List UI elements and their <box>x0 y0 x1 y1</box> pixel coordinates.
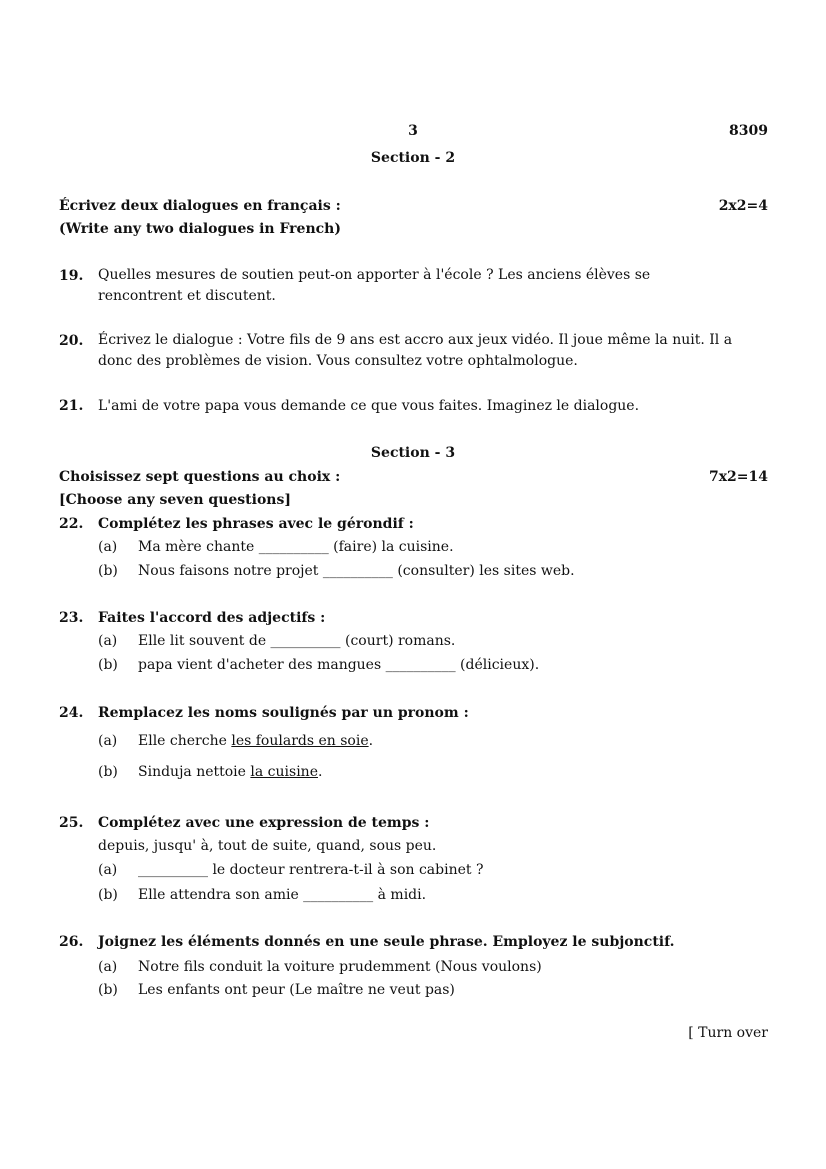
question-text: Écrivez le dialogue : Votre fils de 9 ans est accro aux jeux vidéo. Il joue même la nuit. Il a donc des problèmes de vision. Vous consultez votre ophtalmologue. <box>98 332 733 369</box>
question-title: Remplacez les noms soulignés par un pronom : <box>98 705 469 721</box>
sub-text: __________ le docteur rentrera-t-il à son cabinet ? <box>138 862 484 878</box>
sub-label: (a) <box>98 633 118 649</box>
sub-text <box>138 764 322 780</box>
sub-text-before: Elle cherche <box>138 733 227 749</box>
question-number: 26. <box>59 934 84 950</box>
sub-text: Ma mère chante __________ (faire) la cuisine. <box>138 539 454 555</box>
page-number: 3 <box>408 123 418 139</box>
sub-text: papa vient d'acheter des mangues __________ (délicieux). <box>138 657 540 673</box>
sub-label: (a) <box>98 862 118 878</box>
question-title: Joignez les éléments donnés en une seule phrase. Employez le subjonctif. <box>98 934 675 950</box>
turn-over: [ Turn over <box>688 1025 768 1041</box>
sub-label: (b) <box>98 563 118 579</box>
sub-text-after: . <box>368 733 374 749</box>
sub-label: (a) <box>98 733 118 749</box>
sub-label: (b) <box>98 982 118 998</box>
sub-text: Elle attendra son amie __________ à midi. <box>138 887 427 903</box>
section-3-instruction-fr: Choisissez sept questions au choix : <box>59 469 341 485</box>
sub-label: (b) <box>98 657 118 673</box>
sub-label: (a) <box>98 959 118 975</box>
question-text: Quelles mesures de soutien peut-on apporter à l'école ? Les anciens élèves se rencontrent et discutent. <box>98 267 651 304</box>
sub-text: Nous faisons notre projet __________ (consulter) les sites web. <box>138 563 575 579</box>
question-title: Faites l'accord des adjectifs : <box>98 610 326 626</box>
expression-options: depuis, jusqu' à, tout de suite, quand, sous peu. <box>98 838 437 854</box>
sub-text: Les enfants ont peur (Le maître ne veut pas) <box>138 982 455 998</box>
paper-code: 8309 <box>729 123 768 139</box>
sub-text: Elle lit souvent de __________ (court) romans. <box>138 633 456 649</box>
question-number: 19. <box>59 268 84 284</box>
underlined-noun: la cuisine <box>250 764 318 780</box>
section-2-title: Section - 2 <box>370 150 456 166</box>
sub-label: (b) <box>98 887 118 903</box>
section-3-instruction-en: [Choose any seven questions] <box>59 492 291 508</box>
sub-text <box>138 733 373 749</box>
question-text: L'ami de votre papa vous demande ce que vous faites. Imaginez le dialogue. <box>98 398 640 414</box>
section-2-instruction-fr: Écrivez deux dialogues en français : <box>59 198 341 214</box>
section-3-title: Section - 3 <box>370 445 456 461</box>
sub-label: (b) <box>98 764 118 780</box>
question-title: Complétez avec une expression de temps : <box>98 815 430 831</box>
question-number: 21. <box>59 398 84 414</box>
question-number: 23. <box>59 610 84 626</box>
question-number: 24. <box>59 705 84 721</box>
section-2-instruction-en: (Write any two dialogues in French) <box>59 221 341 237</box>
sub-label: (a) <box>98 539 118 555</box>
underlined-noun: les foulards en soie <box>231 733 369 749</box>
section-3-marks: 7x2=14 <box>708 469 768 485</box>
question-number: 22. <box>59 516 84 532</box>
sub-text-after: . <box>317 764 323 780</box>
sub-text-before: Sinduja nettoie <box>138 764 246 780</box>
section-2-marks: 2x2=4 <box>718 198 768 214</box>
sub-text: Notre fils conduit la voiture prudemment (Nous voulons) <box>138 959 542 975</box>
question-number: 20. <box>59 333 84 349</box>
question-title: Complétez les phrases avec le gérondif : <box>98 516 414 532</box>
question-number: 25. <box>59 815 84 831</box>
